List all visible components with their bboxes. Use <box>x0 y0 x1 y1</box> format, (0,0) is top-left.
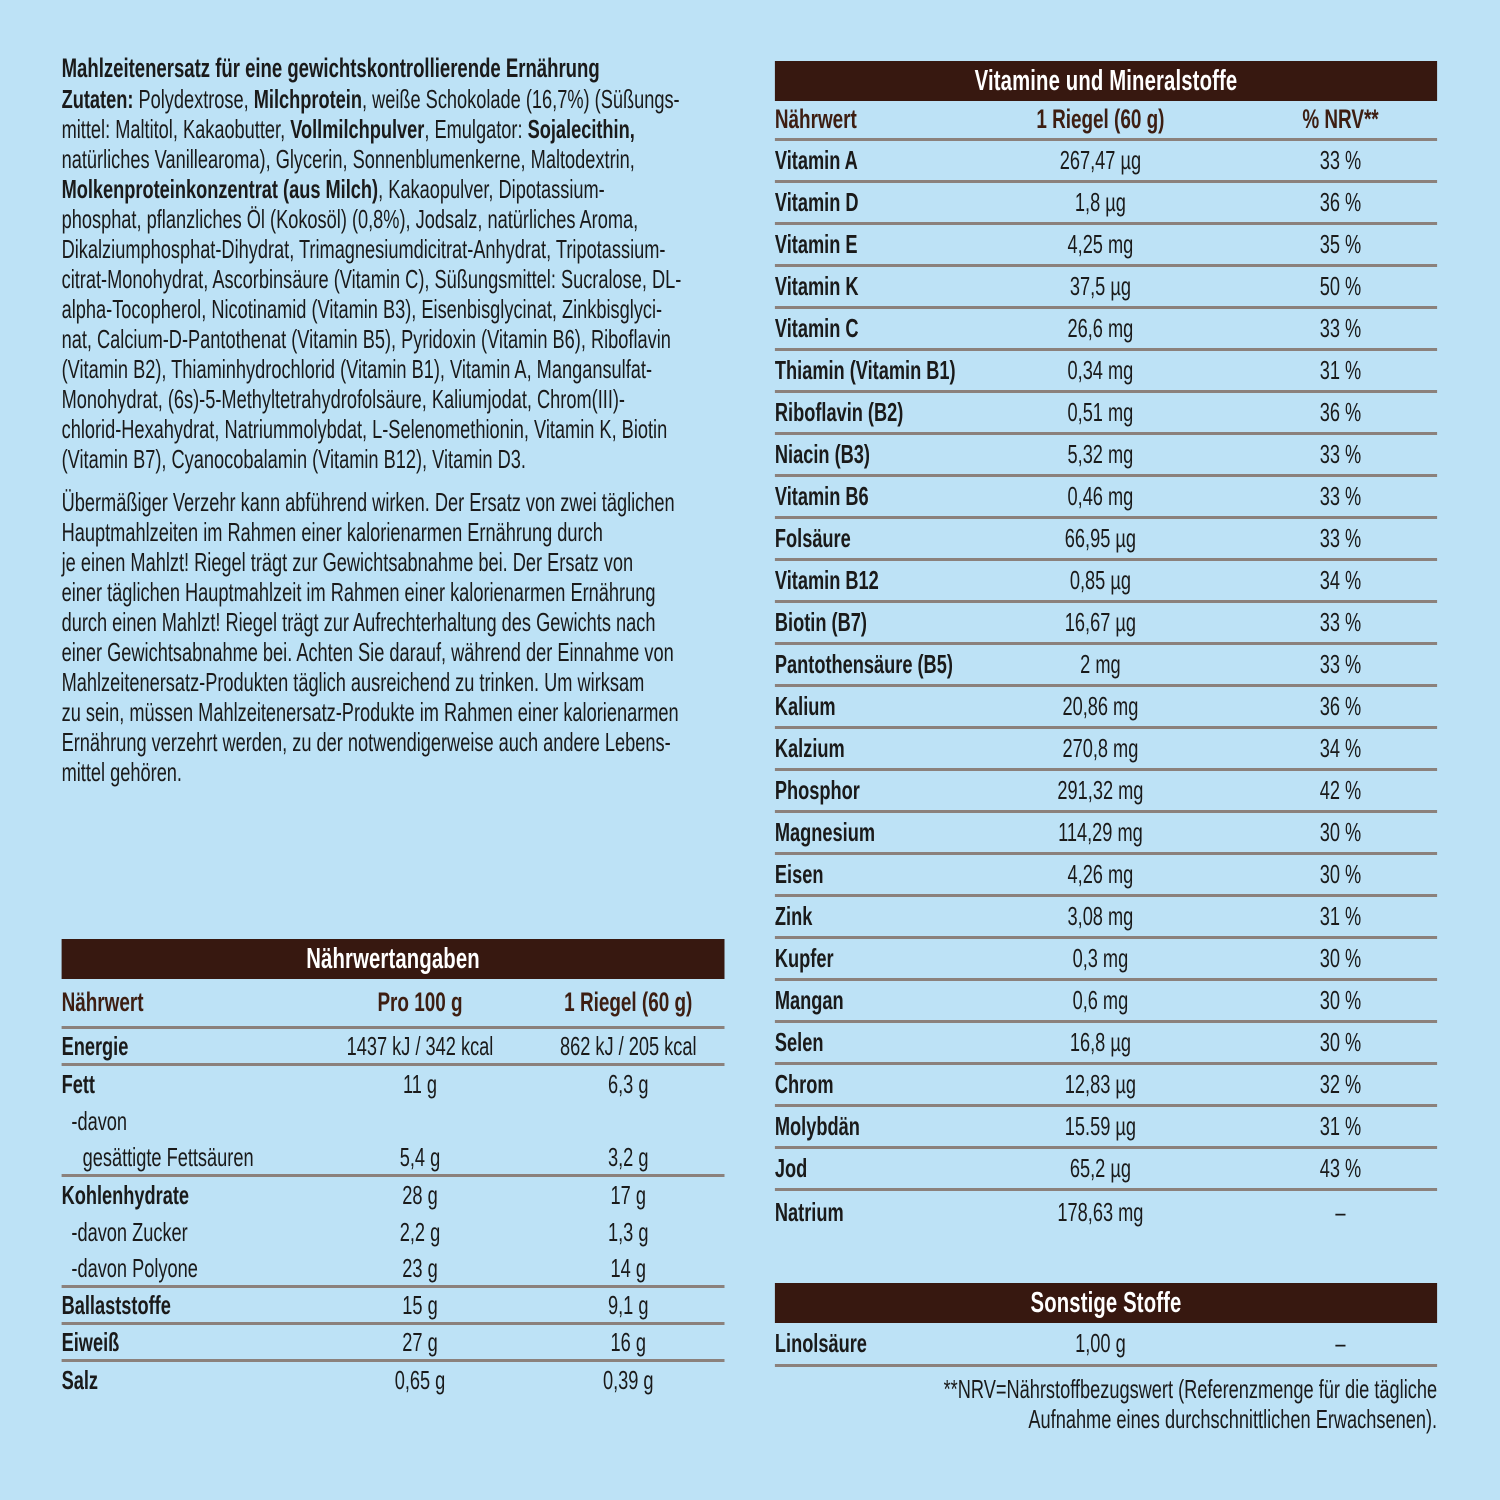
value-per-bar: 66,95 µg <box>1064 523 1137 553</box>
nutrient-label: Pantothensäure (B5) <box>774 649 953 679</box>
value-per-bar: 4,25 mg <box>1067 229 1134 259</box>
table-row <box>775 267 1437 309</box>
nutrient-label: Folsäure <box>774 523 851 553</box>
nutrient-label: Vitamin C <box>774 313 859 343</box>
value-per-bar: 16,8 µg <box>1069 1027 1131 1057</box>
nrv-percent: 33 % <box>1319 523 1362 553</box>
nutrient-label: Fett <box>61 1069 95 1099</box>
nrv-footnote <box>775 1374 1437 1434</box>
nutrition-facts-header <box>62 979 725 1029</box>
text-line: einer täglichen Hauptmahlzeit im Rahmen einer kalorienarmen Ernährung <box>61 577 656 607</box>
value-per-bar: 14 g <box>610 1252 646 1283</box>
table-row <box>775 141 1437 183</box>
nutrient-label: Jod <box>774 1153 808 1183</box>
nutrient-label: Riboflavin (B2) <box>774 397 904 427</box>
value-per-bar: 0,3 mg <box>1072 943 1129 973</box>
header-per-bar: 1 Riegel (60 g) <box>1036 104 1165 134</box>
header-nutrient: Nährwert <box>61 987 144 1017</box>
nrv-percent: 31 % <box>1319 1111 1362 1141</box>
nrv-percent: 30 % <box>1319 859 1362 889</box>
table-row <box>775 813 1437 855</box>
nutrient-label: -davon Polyone <box>71 1252 198 1283</box>
nutrient-label: Mangan <box>774 985 844 1015</box>
header-per-bar: 1 Riegel (60 g) <box>564 987 693 1017</box>
header-per-100g: Pro 100 g <box>377 987 463 1017</box>
nrv-percent: 36 % <box>1319 187 1362 217</box>
text-line: Zutaten: Polydextrose, Milchprotein, weiße Schokolade (16,7%) (Süßungs- <box>61 84 680 114</box>
nrv-percent: 30 % <box>1319 985 1362 1015</box>
value-per-100g: 28 g <box>402 1180 438 1210</box>
nutrient-label: Zink <box>774 901 813 931</box>
value-per-bar: 0,6 mg <box>1072 985 1129 1015</box>
table-row <box>62 1066 725 1103</box>
nutrient-label: Phosphor <box>774 775 860 805</box>
text-line: mittel: Maltitol, Kakaobutter, Vollmilchpulver, Emulgator: Sojalecithin, <box>61 114 635 144</box>
intro-title: Mahlzeitenersatz für eine gewichtskontrollierende Ernährung <box>61 53 600 83</box>
table-row <box>775 393 1437 435</box>
value-per-bar: 20,86 mg <box>1062 691 1139 721</box>
nrv-percent: 34 % <box>1319 565 1362 595</box>
text-line: mittel gehören. <box>61 757 182 787</box>
nrv-percent: 33 % <box>1319 649 1362 679</box>
text-line: Übermäßiger Verzehr kann abführend wirken. Der Ersatz von zwei täglichen <box>61 487 675 517</box>
nrv-percent: 50 % <box>1319 271 1362 301</box>
value-per-bar: 4,26 mg <box>1067 859 1134 889</box>
nutrient-label: Vitamin K <box>774 271 859 301</box>
text-line: Dikalziumphosphat-Dihydrat, Trimagnesiumdicitrat-Anhydrat, Tripotassium- <box>61 234 666 264</box>
nutrient-label: Kohlenhydrate <box>61 1180 190 1210</box>
table-row <box>775 1065 1437 1107</box>
ingredients-lines <box>62 84 725 474</box>
value-per-bar: 1,8 µg <box>1074 187 1126 217</box>
text-line: Hauptmahlzeiten im Rahmen einer kalorienarmen Ernährung durch <box>61 517 603 547</box>
value-per-100g: 23 g <box>402 1252 438 1283</box>
text-line: Molkenproteinkonzentrat (aus Milch), Kakaopulver, Dipotassium- <box>61 174 605 204</box>
table-row <box>62 1140 725 1177</box>
nutrition-facts-title: Nährwertangaben <box>62 939 725 979</box>
nutrition-facts-rows <box>62 1029 725 1399</box>
nrv-percent: – <box>1335 1328 1346 1358</box>
table-row <box>775 981 1437 1023</box>
other-substances-rows <box>775 1323 1437 1367</box>
value-per-bar: 0,39 g <box>602 1365 654 1395</box>
nutrition-facts-table <box>62 939 725 1399</box>
vitamins-minerals-table <box>775 61 1437 1233</box>
value-per-bar: 114,29 mg <box>1058 817 1143 847</box>
text-line: (Vitamin B7), Cyanocobalamin (Vitamin B12), Vitamin D3. <box>61 444 526 474</box>
nutrient-label: Thiamin (Vitamin B1) <box>774 355 956 385</box>
table-row <box>775 687 1437 729</box>
nrv-percent: 31 % <box>1319 355 1362 385</box>
header-nutrient: Nährwert <box>774 104 857 134</box>
other-substances-table <box>775 1283 1437 1367</box>
value-per-bar: 270,8 mg <box>1062 733 1139 763</box>
text-line: Mahlzeitenersatz-Produkten täglich ausreichend zu trinken. Um wirksam <box>61 667 645 697</box>
value-per-100g: 1437 kJ / 342 kcal <box>346 1030 494 1061</box>
table-row <box>775 309 1437 351</box>
table-row <box>775 1023 1437 1065</box>
nutrient-label: Vitamin E <box>774 229 858 259</box>
value-per-bar: 16 g <box>610 1326 646 1357</box>
value-per-bar: 1,00 g <box>1075 1328 1126 1358</box>
value-per-bar: 12,83 µg <box>1064 1069 1137 1099</box>
vitamins-rows <box>775 141 1437 1233</box>
ingredients-paragraph <box>62 53 725 474</box>
table-row <box>62 1214 725 1251</box>
nutrient-label: Magnesium <box>774 817 876 847</box>
text-line: natürliches Vanillearoma), Glycerin, Sonnenblumenkerne, Maltodextrin, <box>61 144 635 174</box>
usage-notice <box>62 487 725 787</box>
text-line: citrat-Monohydrat, Ascorbinsäure (Vitamin C), Süßungsmittel: Sucralose, DL- <box>61 264 682 294</box>
nutrient-label: Natrium <box>774 1196 844 1227</box>
vitamins-header <box>775 101 1437 141</box>
nutrient-label: Vitamin B12 <box>774 565 879 595</box>
nutrient-label: Kalium <box>774 691 836 721</box>
nrv-percent: 30 % <box>1319 817 1362 847</box>
nrv-percent: 42 % <box>1319 775 1362 805</box>
text-line: nat, Calcium-D-Pantothenat (Vitamin B5), Pyridoxin (Vitamin B6), Riboflavin <box>61 324 671 354</box>
table-row <box>775 771 1437 813</box>
table-row <box>775 603 1437 645</box>
nutrient-label: Eiweiß <box>61 1326 120 1357</box>
table-row <box>775 1149 1437 1191</box>
value-per-bar: 3,08 mg <box>1067 901 1134 931</box>
header-nrv: % NRV** <box>1302 104 1379 134</box>
table-row <box>775 225 1437 267</box>
value-per-100g: 2,2 g <box>399 1217 441 1247</box>
other-substances-title: Sonstige Stoffe <box>775 1283 1437 1323</box>
text-line: je einen Mahlzt! Riegel trägt zur Gewichtsabnahme bei. Der Ersatz von <box>61 547 634 577</box>
nutrient-label: Molybdän <box>774 1111 860 1141</box>
table-row <box>775 477 1437 519</box>
nrv-percent: 33 % <box>1319 607 1362 637</box>
nrv-percent: 32 % <box>1319 1069 1362 1099</box>
text-line: Ernährung verzehrt werden, zu der notwendigerweise auch andere Lebens- <box>61 727 671 757</box>
value-per-bar: 37,5 µg <box>1069 271 1131 301</box>
nutrient-label: -davon <box>71 1106 128 1136</box>
value-per-bar: 0,34 mg <box>1067 355 1134 385</box>
value-per-100g: 11 g <box>402 1069 438 1099</box>
value-per-bar: 267,47 µg <box>1059 145 1142 175</box>
nutrient-label: Salz <box>61 1365 99 1395</box>
nutrient-label: Linolsäure <box>774 1328 867 1358</box>
value-per-100g: 27 g <box>402 1326 438 1357</box>
nutrient-label: Ballaststoffe <box>61 1289 171 1320</box>
text-line: (Vitamin B2), Thiaminhydrochlorid (Vitamin B1), Vitamin A, Mangansulfat- <box>61 354 653 384</box>
table-row <box>62 1103 725 1140</box>
value-per-bar: 26,6 mg <box>1067 313 1134 343</box>
value-per-bar: 5,32 mg <box>1067 439 1134 469</box>
nutrient-label: Chrom <box>774 1069 834 1099</box>
nrv-percent: 30 % <box>1319 1027 1362 1057</box>
value-per-100g: 5,4 g <box>399 1141 441 1172</box>
text-line: chlorid-Hexahydrat, Natriummolybdat, L-Selenomethionin, Vitamin K, Biotin <box>61 414 668 444</box>
table-row <box>775 519 1437 561</box>
nrv-percent: 33 % <box>1319 439 1362 469</box>
value-per-100g: 0,65 g <box>394 1365 446 1395</box>
value-per-bar: 291,32 mg <box>1057 775 1144 805</box>
value-per-bar: 9,1 g <box>608 1289 649 1320</box>
nutrient-label: Biotin (B7) <box>774 607 867 637</box>
value-per-100g: 15 g <box>402 1289 438 1320</box>
nrv-percent: – <box>1335 1196 1346 1227</box>
value-per-bar: 16,67 µg <box>1064 607 1137 637</box>
nrv-percent: 33 % <box>1319 481 1362 511</box>
nutrient-label: -davon Zucker <box>71 1217 188 1247</box>
nutrient-label: Kalzium <box>774 733 845 763</box>
nrv-percent: 43 % <box>1319 1153 1362 1183</box>
table-row <box>775 1191 1437 1233</box>
nutrient-label: Vitamin B6 <box>774 481 869 511</box>
table-row <box>775 855 1437 897</box>
nrv-percent: 30 % <box>1319 943 1362 973</box>
value-per-bar: 6,3 g <box>608 1069 649 1099</box>
value-per-bar: 2 mg <box>1080 649 1121 679</box>
text-line: einer Gewichtsabnahme bei. Achten Sie darauf, während der Einnahme von <box>61 637 674 667</box>
table-row <box>775 1107 1437 1149</box>
nrv-percent: 36 % <box>1319 397 1362 427</box>
table-row <box>62 1362 725 1399</box>
table-row <box>775 897 1437 939</box>
nutrient-label: Vitamin D <box>774 187 859 217</box>
table-row <box>62 1177 725 1214</box>
table-row <box>775 351 1437 393</box>
table-row <box>62 1325 725 1362</box>
nrv-percent: 31 % <box>1319 901 1362 931</box>
table-row <box>775 729 1437 771</box>
nrv-percent: 36 % <box>1319 691 1362 721</box>
text-line: alpha-Tocopherol, Nicotinamid (Vitamin B3), Eisenbisglycinat, Zinkbisglyci- <box>61 294 663 324</box>
table-row <box>775 939 1437 981</box>
table-row <box>62 1029 725 1066</box>
value-per-bar: 15.59 µg <box>1064 1111 1137 1141</box>
vitamins-minerals-title: Vitamine und Mineralstoffe <box>775 61 1437 101</box>
table-row <box>775 561 1437 603</box>
nutrient-label: gesättigte Fettsäuren <box>82 1141 254 1172</box>
text-line: **NRV=Nährstoffbezugswert (Referenzmenge für die tägliche <box>943 1374 1438 1404</box>
nrv-percent: 33 % <box>1319 313 1362 343</box>
table-row <box>775 645 1437 687</box>
table-row <box>62 1251 725 1288</box>
nrv-percent: 34 % <box>1319 733 1362 763</box>
value-per-bar: 0,46 mg <box>1067 481 1134 511</box>
nrv-percent: 35 % <box>1319 229 1362 259</box>
nutrient-label: Vitamin A <box>774 145 858 175</box>
value-per-bar: 0,85 µg <box>1069 565 1131 595</box>
value-per-bar: 17 g <box>610 1180 646 1210</box>
table-row <box>62 1288 725 1325</box>
value-per-bar: 65,2 µg <box>1069 1153 1131 1183</box>
table-row <box>775 435 1437 477</box>
nutrient-label: Niacin (B3) <box>774 439 870 469</box>
table-row <box>775 183 1437 225</box>
nutrient-label: Energie <box>61 1030 129 1061</box>
nutrient-label: Kupfer <box>774 943 834 973</box>
text-line: Monohydrat, (6s)-5-Methyltetrahydrofolsäure, Kaliumjodat, Chrom(III)- <box>61 384 626 414</box>
text-line: Aufnahme eines durchschnittlichen Erwachsenen). <box>1028 1404 1438 1434</box>
value-per-bar: 3,2 g <box>608 1141 649 1172</box>
value-per-bar: 178,63 mg <box>1057 1196 1144 1227</box>
nutrient-label: Selen <box>774 1027 824 1057</box>
value-per-bar: 862 kJ / 205 kcal <box>559 1030 697 1061</box>
nutrient-label: Eisen <box>774 859 824 889</box>
text-line: zu sein, müssen Mahlzeitenersatz-Produkte im Rahmen einer kalorienarmen <box>61 697 679 727</box>
nrv-percent: 33 % <box>1319 145 1362 175</box>
value-per-bar: 1,3 g <box>608 1217 649 1247</box>
text-line: durch einen Mahlzt! Riegel trägt zur Aufrechterhaltung des Gewichts nach <box>61 607 656 637</box>
table-row <box>775 1323 1437 1367</box>
text-line: phosphat, pflanzliches Öl (Kokosöl) (0,8%), Jodsalz, natürliches Aroma, <box>61 204 639 234</box>
value-per-bar: 0,51 mg <box>1067 397 1134 427</box>
